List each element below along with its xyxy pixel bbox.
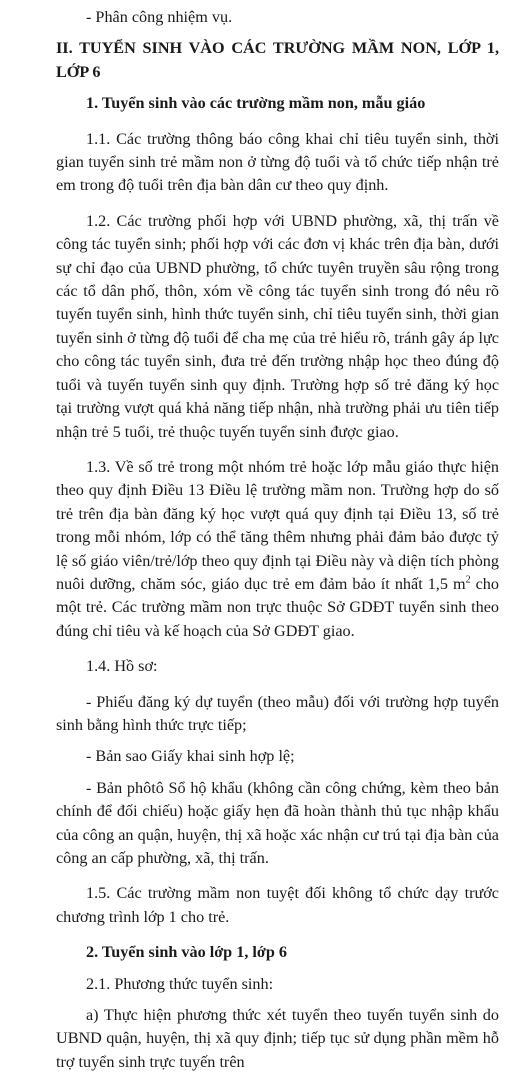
subsection-heading-2: 2. Tuyển sinh vào lớp 1, lớp 6: [86, 943, 288, 962]
paragraph-2-1-a: a) Thực hiện phương thức xét tuyển theo tuyến tuyển sinh do UBND quận, huyện, thị xã quy định; tiếp tục sử dụng phần mềm hỗ trợ tuyển sinh trực tuyến trên: [56, 1006, 499, 1071]
dossier-item-registration-form: - Phiếu đăng ký dự tuyển (theo mẫu) đối với trường hợp tuyển sinh bằng hình thức trực tiếp;: [56, 692, 499, 734]
paragraph-1-3-text-b: cho một trẻ. Các trường mầm non trực thuộc Sở GDĐT tuyển sinh theo đúng chỉ tiêu và kế hoạch của Sở GDĐT giao.: [56, 574, 499, 640]
dossier-item-household-book: - Bản phôtô Sổ hộ khẩu (không cần công chứng, kèm theo bản chính để đối chiếu) hoặc giấy hẹn đã hoàn thành thủ tục nhập khẩu của công an quận, huyện, thị xã hoặc xác nhận cư trú tại địa bàn của công an cấp phường, xã, thị trấn.: [56, 778, 499, 867]
dossier-item-birth-certificate: - Bản sao Giấy khai sinh hợp lệ;: [86, 747, 295, 766]
paragraph-1-1: 1.1. Các trường thông báo công khai chỉ tiêu tuyển sinh, thời gian tuyển sinh trẻ mầm non ở từng độ tuổi và tổ chức tiếp nhận trẻ em trong độ tuổi trên địa bàn dân cư theo quy định.: [56, 129, 499, 195]
section-heading-ii: II. TUYỂN SINH VÀO CÁC TRƯỜNG MẦM NON, LỚP 1, LỚP 6: [56, 39, 499, 81]
square-meter-superscript: 2: [465, 574, 471, 586]
paragraph-1-5: 1.5. Các trường mầm non tuyệt đối không tổ chức dạy trước chương trình lớp 1 cho trẻ.: [56, 884, 499, 926]
subsection-heading-1: 1. Tuyển sinh vào các trường mầm non, mẫu giáo: [86, 94, 426, 113]
paragraph-2-1: 2.1. Phương thức tuyển sinh:: [86, 974, 274, 993]
paragraph-1-4: 1.4. Hồ sơ:: [86, 657, 158, 676]
paragraph-1-2: 1.2. Các trường phối hợp với UBND phường, xã, thị trấn về công tác tuyển sinh; phối hợp với các đơn vị khác trên địa bàn, dưới sự chỉ đạo của UBND phường, tổ chức tuyên truyền sâu rộng trong các tổ dân phố, thôn, xóm về công tác tuyển sinh trong đó nêu rõ tuyến tuyển sinh, hình thức tuyển sinh, chỉ tiêu tuyển sinh, thời gian tuyển sinh ở từng độ tuổi để cha mẹ của trẻ hiểu rõ, tránh gây áp lực cho công tác tuyển sinh, đưa trẻ đến trường nhập học theo đúng độ tuổi và tuyến tuyển sinh quy định. Trường hợp số trẻ đăng ký học tại trường vượt quá khả năng tiếp nhận, nhà trường phải ưu tiên tiếp nhận trẻ 5 tuổi, trẻ thuộc tuyến tuyển sinh được giao.: [56, 211, 499, 441]
paragraph-1-3: [56, 456, 499, 643]
assignment-item: - Phân công nhiệm vụ.: [86, 8, 233, 26]
paragraph-1-3-text-a: 1.3. Về số trẻ trong một nhóm trẻ hoặc lớp mẫu giáo thực hiện theo quy định Điều 13 Điều lệ trường mầm non. Trường hợp do số trẻ trên địa bàn đăng ký học vượt quá quy định tại Điều 13, số trẻ trong mỗi nhóm, lớp có thể tăng thêm nhưng phải đảm bảo được tỷ lệ số giáo viên/trẻ/lớp theo quy định tại Điều này và diện tích phòng nuôi dưỡng, chăm sóc, giáo dục trẻ em đảm bảo ít nhất 1,5 m: [56, 457, 499, 593]
